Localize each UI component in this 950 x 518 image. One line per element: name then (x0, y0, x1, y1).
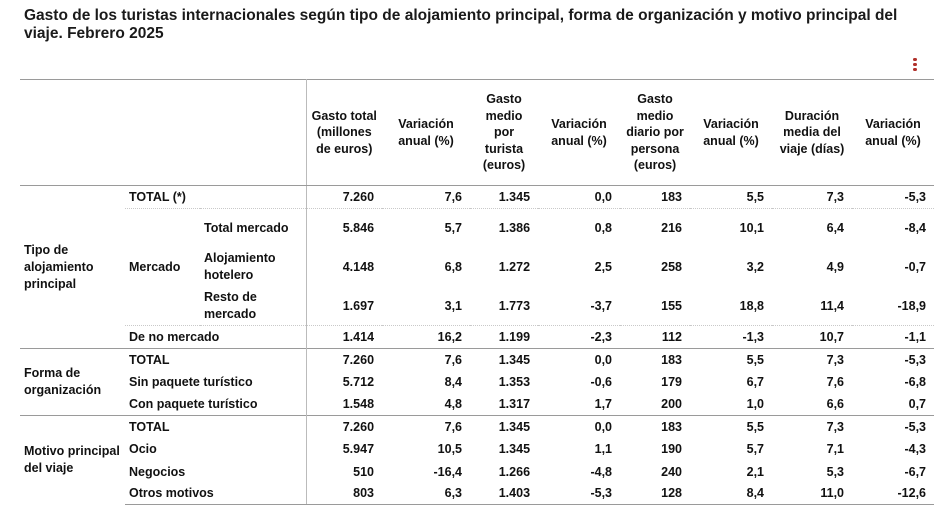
cell: -12,6 (852, 483, 934, 505)
header-row (20, 80, 934, 186)
cell: -4,8 (590, 464, 613, 479)
cell: -2,3 (538, 326, 620, 349)
cell: 7.260 (306, 416, 382, 438)
cell: 8,4 (444, 374, 463, 389)
cell: 7,6 (826, 374, 845, 389)
row-label: Total mercado (200, 209, 306, 248)
col-header: Variación anual (%) (852, 80, 934, 186)
cell: 5,7 (382, 209, 470, 248)
cell: 8,4 (690, 483, 772, 505)
cell: 0,7 (908, 396, 927, 411)
group-label: Forma de organización (20, 349, 125, 416)
cell: 1.272 (498, 260, 531, 274)
cell: -1,1 (852, 326, 934, 349)
cell: 7.260 (342, 190, 375, 204)
cell: 7,6 (382, 349, 470, 371)
table-row (20, 483, 934, 505)
cell: -16,4 (433, 464, 463, 479)
cell: 6,8 (444, 260, 463, 274)
cell: -3,7 (590, 298, 613, 313)
cell: 7,3 (826, 190, 845, 204)
cell: 179 (661, 374, 683, 389)
cell: 5,5 (690, 416, 772, 438)
cell: -1,3 (690, 326, 772, 349)
cell: 5.712 (342, 374, 375, 389)
row-label: Alojamiento hotelero (200, 248, 306, 287)
cell: 1.353 (498, 374, 531, 389)
cell: 18,8 (739, 298, 765, 313)
table-row (20, 416, 934, 438)
cell: 1.345 (498, 442, 531, 456)
cell: 4,9 (826, 260, 845, 274)
table-row (20, 371, 934, 393)
cell: 5.846 (306, 209, 382, 248)
cell: 183 (661, 190, 683, 204)
cell: -0,6 (590, 374, 613, 389)
cell: 1.548 (342, 396, 375, 411)
cell: -5,3 (852, 416, 934, 438)
row-label: TOTAL (125, 416, 306, 438)
table-title: Gasto de los turistas internacionales según tipo de alojamiento principal, forma de organización y motivo principal del viaje. Febrero 2025 (24, 7, 898, 42)
cell: 7,6 (444, 190, 463, 204)
cell: 6,7 (746, 374, 765, 389)
cell: 7,3 (772, 349, 852, 371)
table-row (20, 461, 934, 483)
col-header: Gasto total (millones de euros) (306, 80, 382, 186)
cell: 155 (661, 298, 683, 313)
menu-dot (913, 58, 916, 61)
cell: -5,3 (904, 190, 927, 204)
cell: 510 (353, 464, 375, 479)
cell: 7,6 (382, 416, 470, 438)
group-label: Motivo principal del viaje (20, 416, 125, 505)
row-label: Ocio (125, 438, 306, 461)
row-label: TOTAL (*) (125, 186, 306, 209)
row-label: De no mercado (125, 326, 306, 349)
cell: 0,0 (538, 349, 620, 371)
table-row (20, 393, 934, 416)
cell: -8,4 (852, 209, 934, 248)
cell: 183 (620, 349, 690, 371)
cell: 10,7 (772, 326, 852, 349)
cell: -5,3 (852, 349, 934, 371)
cell: 4,8 (444, 396, 463, 411)
cell: 0,0 (594, 190, 613, 204)
cell: 1.697 (342, 298, 375, 313)
cell: 1,0 (746, 396, 765, 411)
cell: -0,7 (904, 260, 927, 274)
cell: 1.403 (470, 483, 538, 505)
cell: 258 (661, 260, 683, 274)
table-row (20, 326, 934, 349)
cell: 5.947 (342, 442, 375, 456)
cell: 5,3 (826, 464, 845, 479)
cell: 190 (661, 442, 683, 456)
cell: 11,4 (820, 298, 845, 313)
cell: 1.199 (470, 326, 538, 349)
cell: -4,3 (904, 442, 927, 456)
col-header: Gasto medio por turista (euros) (470, 80, 538, 186)
menu-dot (913, 63, 916, 66)
cell: 112 (620, 326, 690, 349)
cell: -18,9 (897, 298, 927, 313)
cell: 10,1 (690, 209, 772, 248)
cell: 1.317 (498, 396, 531, 411)
cell: 1.345 (498, 190, 531, 204)
row-label: Con paquete turístico (125, 393, 306, 416)
cell: 1.345 (470, 416, 538, 438)
cell: 4.148 (342, 260, 375, 274)
cell: 7,3 (772, 416, 852, 438)
cell: 1.414 (306, 326, 382, 349)
row-label: TOTAL (125, 349, 306, 371)
cell: 2,5 (594, 260, 613, 274)
table-row (20, 209, 934, 248)
header-blank (20, 80, 306, 186)
col-header: Variación anual (%) (690, 80, 772, 186)
table-row (20, 349, 934, 371)
cell: 7.260 (306, 349, 382, 371)
cell: 7,1 (826, 442, 845, 456)
row-label: Otros motivos (125, 483, 306, 505)
cell: 1.266 (498, 464, 531, 479)
cell: 6,4 (772, 209, 852, 248)
cell: -5,3 (538, 483, 620, 505)
cell: 0,8 (538, 209, 620, 248)
cell: 1.345 (470, 349, 538, 371)
col-header: Duración media del viaje (días) (772, 80, 852, 186)
cell: 1,7 (594, 396, 613, 411)
cell: 10,5 (437, 442, 463, 456)
row-label: Sin paquete turístico (125, 371, 306, 393)
cell: 1,1 (594, 442, 613, 456)
cell: 803 (306, 483, 382, 505)
cell: 200 (661, 396, 683, 411)
col-header: Variación anual (%) (538, 80, 620, 186)
cell: 240 (661, 464, 683, 479)
cell: 5,5 (746, 190, 765, 204)
cell: 6,6 (826, 396, 845, 411)
cell: 2,1 (746, 464, 765, 479)
cell: 183 (620, 416, 690, 438)
menu-dot (913, 68, 916, 71)
cell: 11,0 (772, 483, 852, 505)
cell: -6,8 (904, 374, 927, 389)
col-header: Gasto medio diario por persona (euros) (620, 80, 690, 186)
col-header: Variación anual (%) (382, 80, 470, 186)
cell: 3,2 (746, 260, 765, 274)
row-label: Negocios (125, 461, 306, 483)
cell: 128 (620, 483, 690, 505)
group-label: Tipo de alojamiento principal (24, 242, 94, 291)
table-row (20, 186, 934, 209)
cell: 0,0 (538, 416, 620, 438)
row-label: Resto de mercado (200, 287, 306, 326)
cell: 216 (620, 209, 690, 248)
cell: 3,1 (444, 298, 463, 313)
cell: 16,2 (382, 326, 470, 349)
cell: 1.773 (498, 298, 531, 313)
table-row (20, 438, 934, 461)
data-table (20, 79, 934, 505)
cell: 5,7 (746, 442, 765, 456)
cell: 5,5 (690, 349, 772, 371)
subgroup-label: Mercado (125, 209, 200, 326)
cell: 1.386 (470, 209, 538, 248)
cell: -6,7 (904, 464, 927, 479)
kebab-menu-icon[interactable] (911, 58, 919, 74)
cell: 6,3 (382, 483, 470, 505)
